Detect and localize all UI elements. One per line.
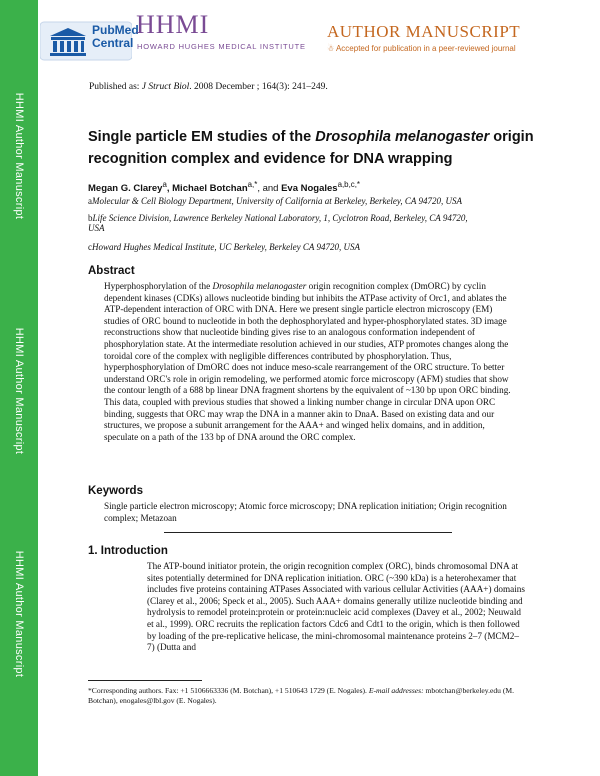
introduction-text: The ATP-bound initiator protein, the origin recognition complex (ORC), binds chromosomal DNA at sites potentially determined for DNA replication initiation. ORC (~390 kDa) is a heterohexamer that includes five proteins containing ATPases Associated with various cellular Activities (AAA+) domains (Clarey et al., 2006; Speck et al., 2005). Such AAA+ domains generally utilize nucleotide binding and hydrolysis to remodel protein:protein or protein:nucleic acid complexes (Davey et al., 2002; Neuwald et al., 1999). ORC recruits the replication factors Cdc6 and Cdt1 to the origin, which is then followed by loading of the pre-replicative helicase, the mini-chromosomal maintenance proteins 2–7 (MCM2–7) (Dutta and <box>147 561 525 653</box>
affiliation-a <box>88 196 462 206</box>
hhmi-logo: HHMI <box>136 10 210 39</box>
author-and: , and <box>257 183 282 195</box>
affiliation-text: Howard Hughes Medical Institute, UC Berkeley, Berkeley CA 94720, USA <box>92 242 360 252</box>
author-sup-3: a,b,c,* <box>337 180 361 189</box>
affiliation-mark: a <box>88 196 92 206</box>
keywords-divider <box>164 532 452 533</box>
abstract-species: Drosophila melanogaster <box>212 281 307 291</box>
hhmi-sidebar <box>0 0 38 776</box>
paper-title <box>88 126 558 170</box>
sidebar-label-2: HHMI Author Manuscript <box>13 327 25 455</box>
title-species: Drosophila melanogaster <box>315 129 490 145</box>
footnote-email-label: E-mail addresses: <box>368 686 424 695</box>
footnote-divider <box>88 680 202 681</box>
author-sup-1: a <box>162 180 167 189</box>
affiliation-text: Life Science Division, Lawrence Berkeley National Laboratory, 1, Cyclotron Road, Berkeley, CA 94720, <box>92 213 468 223</box>
sidebar-label-3: HHMI Author Manuscript <box>13 550 25 678</box>
hhmi-subtitle: HOWARD HUGHES MEDICAL INSTITUTE <box>137 42 306 51</box>
abstract-p1: Hyperphosphorylation of the <box>104 281 213 291</box>
affiliation-text-cont: USA <box>88 223 105 233</box>
author-clarey[interactable]: Megan G. Clarey <box>88 183 163 195</box>
affiliation-text: Molecular & Cell Biology Department, University of California at Berkeley, Berkeley, CA 94720, USA <box>92 196 463 206</box>
abstract-rest: origin recognition complex (DmORC) by cyclin dependent kinases (CDKs) allows nucleotide binding but inhibits the ATPase activity of Orc1, and ablates the ATP-dependent interaction of ORC with DNA. Here we present single particle electron microscopy (EM) studies of ORC bound to nucleotide in both the dephosphorylated and hyper-phosphorylated states. 3D image reconstructions show that nucleotide binding gives rise to an analogous conformation independent of phosphorylation state. At the intermediate resolution achieved in our studies, ATP promotes changes along the toroidal core of the complex with negligible differences contributed by phosphorylation. Thus, hyperphosphorylation of DmORC does not induce meso-scale rearrangement of the ORC structure. To better understand ORC's role in origin remodeling, we performed atomic force microscopy (AFM) studies that show the contour length of a 688 bp linear DNA fragment shortens by the equivalent of ~130 bp upon ORC binding. This data, coupled with previous studies that showed a linking number change in circular DNA upon ORC binding, suggests that ORC may wrap the DNA in a manner akin to DnaA. Based on existing data and our structures, we propose a subunit arrangement for the AAA+ and winged helix domains, and in addition, speculate on a path of the 133 bp of DNA around the ORC complex. <box>104 281 511 442</box>
affiliation-c <box>88 242 360 252</box>
footnote-text1: *Corresponding authors. Fax: +1 5106663336 (M. Botchan), +1 510643 1729 (E. Nogales). <box>88 686 369 695</box>
abstract-heading: Abstract <box>88 265 135 277</box>
title-part2: origin recognition complex and evidence for DNA wrapping <box>88 129 534 167</box>
affiliation-b <box>88 213 468 233</box>
author-list: Megan G. Clarey$^a$, Michael Botchan$^{a,*}$, and Eva Nogales$^{a,b,c,*}$ <box>88 180 361 195</box>
affiliation-mark: c <box>88 242 92 252</box>
sidebar-label-1: HHMI Author Manuscript <box>13 92 25 220</box>
pmc-line2: Central <box>92 36 134 50</box>
author-manuscript-title: AUTHOR MANUSCRIPT <box>327 22 521 41</box>
keywords-text: Single particle electron microscopy; Atomic force microscopy; DNA replication initiation; Origin recognition complex; Metazoan <box>104 501 507 523</box>
pmc-line1: PubMed <box>92 23 139 37</box>
footnote-emails[interactable]: mbotchan@berkeley.edu (M. Botchan), enogales@lbl.gov (E. Nogales). <box>88 686 515 705</box>
author-botchan[interactable]: Michael Botchan <box>172 183 248 195</box>
published-as <box>89 82 328 92</box>
abstract-text <box>104 281 516 443</box>
author-sup-2: a,* <box>247 180 258 189</box>
pmc-wordmark <box>92 24 139 50</box>
introduction-heading: 1. Introduction <box>88 545 168 557</box>
author-nogales[interactable]: Eva Nogales <box>281 183 338 195</box>
author-manuscript-subtitle: ☃ Accepted for publication in a peer-reviewed journal <box>327 44 516 53</box>
corresponding-footnote <box>88 686 520 706</box>
journal-name[interactable]: J Struct Biol <box>141 82 190 92</box>
citation-details: . 2008 December ; 164(3): 241–249. <box>189 82 328 92</box>
published-prefix: Published as: <box>89 82 142 92</box>
title-part1: Single particle EM studies of the <box>88 129 316 145</box>
keywords-heading: Keywords <box>88 485 143 497</box>
affiliation-mark: b <box>88 213 93 223</box>
